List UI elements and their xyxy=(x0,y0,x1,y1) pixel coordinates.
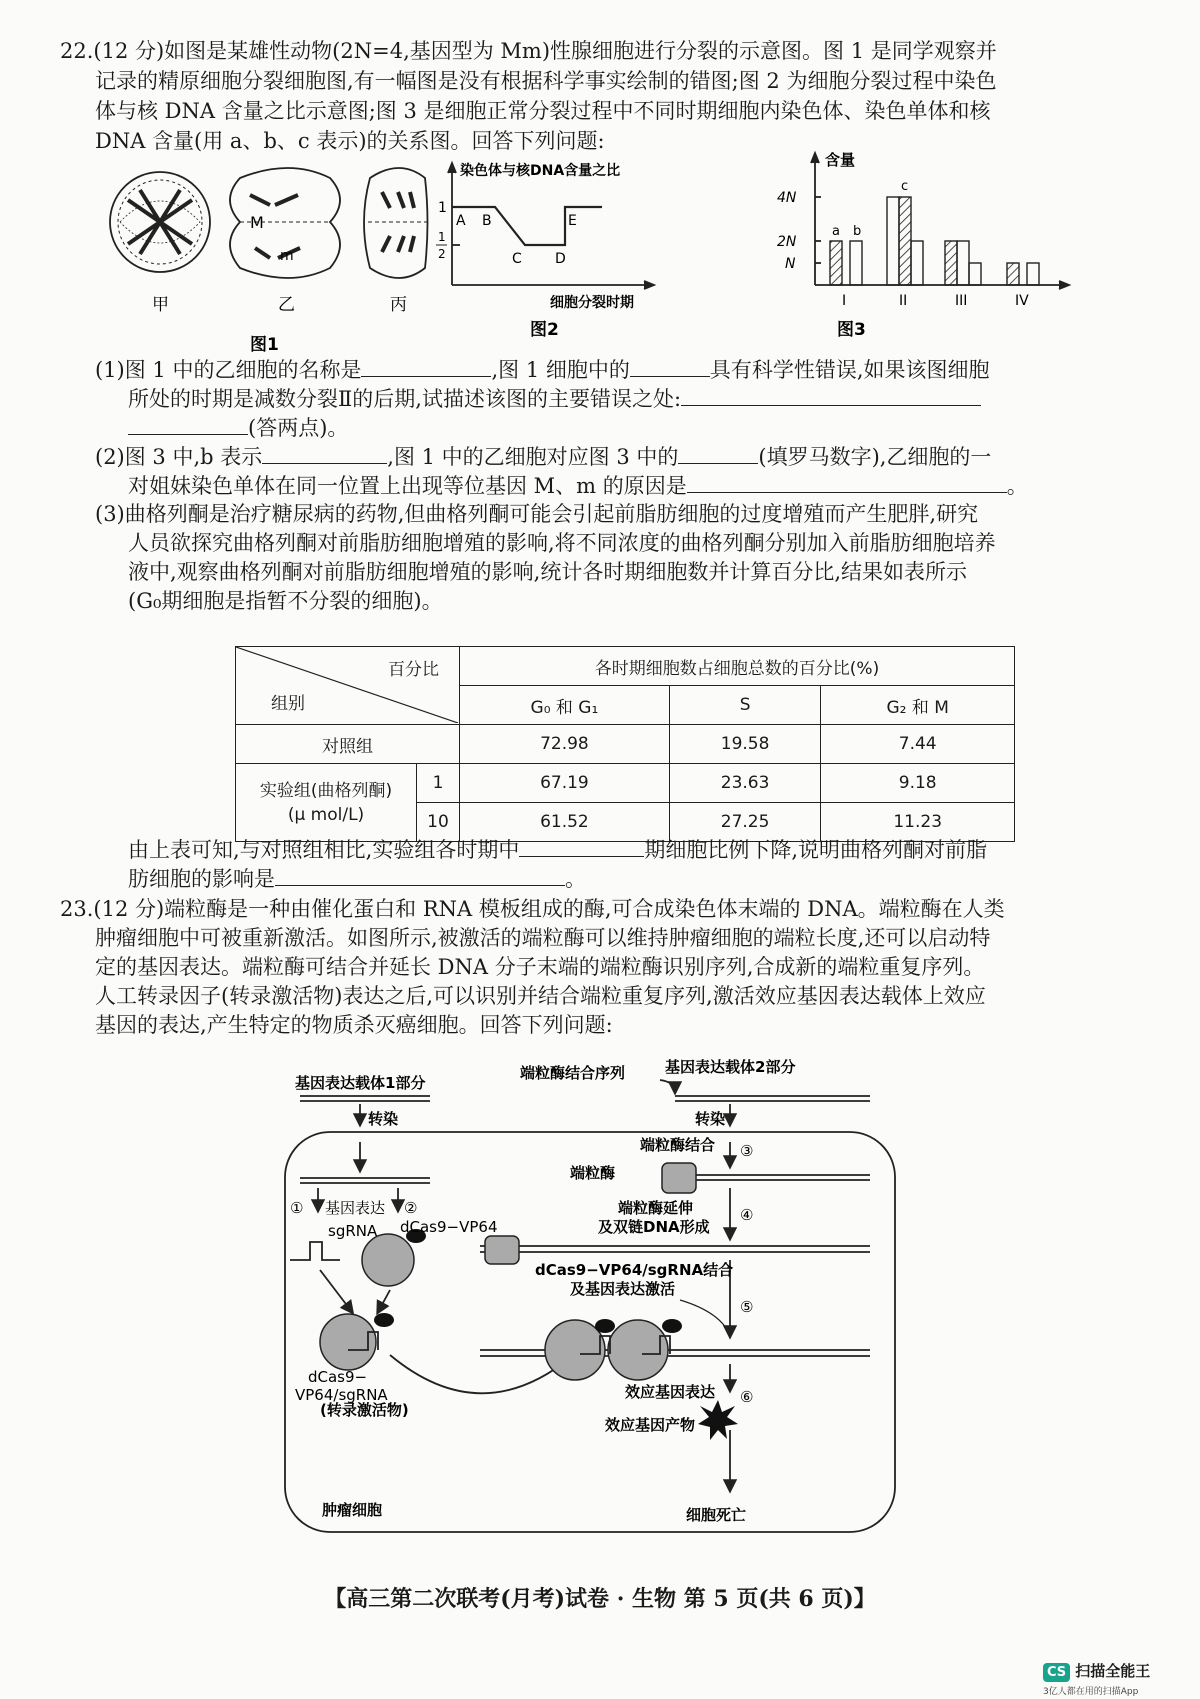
q23-intro-line-3: 定的基因表达。端粒酶可结合并延长 DNA 分子末端的端粒酶识别序列,合成新的端粒重复序列。 xyxy=(95,955,985,979)
q22-sub1-line-3: (答两点)。 xyxy=(128,414,348,442)
svg-text:N: N xyxy=(785,256,796,272)
table-row: 对照组 72.98 19.58 7.44 xyxy=(236,725,1015,764)
label-extend-2: 及双链DNA形成 xyxy=(598,1218,710,1236)
q22-conclusion-line-1: 由上表可知,与对照组相比,实验组各时期中 期细胞比例下降,说明曲格列酮对前脂 xyxy=(128,838,988,862)
svg-text:b: b xyxy=(853,224,862,239)
label-complex-2: VP64/sgRNA xyxy=(295,1386,388,1404)
q22-intro-line-2: 记录的精原细胞分裂细胞图,有一幅图是没有根据科学事实绘制的错图;图 2 为细胞分裂过程中染色 xyxy=(95,69,997,93)
label-telomerase-bind: 端粒酶结合 xyxy=(640,1136,716,1154)
q22-sub2-line-1: (2)图 3 中,b 表示 ,图 1 中的乙细胞对应图 3 中的 (填罗马数字),乙细胞的一 xyxy=(95,445,992,469)
figure-2-ylabel: 染色体与核DNA含量之比 xyxy=(460,163,621,179)
q22-sub3-line-4: (G₀期细胞是指暂不分裂的细胞)。 xyxy=(128,589,443,613)
q22-sub1-line-1: (1)图 1 中的乙细胞的名称是 ,图 1 细胞中的 具有科学性错误,如果该图细胞 xyxy=(95,358,990,382)
step-6: ⑥ xyxy=(740,1388,754,1406)
table-row: 10 61.52 27.25 11.23 xyxy=(236,803,1015,842)
svg-text:IV: IV xyxy=(1015,293,1029,309)
label-gene-expr: 基因表达 xyxy=(325,1199,386,1217)
q22-sub3-line-1: (3)曲格列酮是治疗糖尿病的药物,但曲格列酮可能会引起前脂肪细胞的过度增殖而产生肥胖,研究 xyxy=(95,502,979,526)
label-effect-expr: 效应基因表达 xyxy=(625,1383,716,1401)
svg-text:III: III xyxy=(955,293,968,309)
svg-text:4N: 4N xyxy=(777,190,797,206)
figure-1-cells xyxy=(100,160,430,360)
cs-logo-icon: CS xyxy=(1043,1663,1070,1682)
answer-blank-6[interactable] xyxy=(678,443,758,464)
step-4: ④ xyxy=(740,1206,754,1224)
figure-2-ytick-half-den: 2 xyxy=(438,247,446,261)
gene-label-M: M xyxy=(250,213,264,232)
answer-blank-7[interactable] xyxy=(687,472,1007,493)
svg-text:c: c xyxy=(901,179,909,194)
svg-text:II: II xyxy=(899,293,908,309)
step-1: ① xyxy=(290,1199,304,1217)
label-extend-1: 端粒酶延伸 xyxy=(618,1199,694,1217)
point-E: E xyxy=(568,213,577,229)
answer-blank-1[interactable] xyxy=(361,356,491,377)
q22-sub1-line-2: 所处的时期是减数分裂Ⅱ的后期,试描述该图的主要错误之处: xyxy=(128,385,981,413)
q22-intro-line-3: 体与核 DNA 含量之比示意图;图 3 是细胞正常分裂过程中不同时期细胞内染色体、染色单体和核 xyxy=(95,99,991,123)
telomerase-diagram xyxy=(280,1050,910,1545)
point-A: A xyxy=(456,213,466,229)
answer-blank-2[interactable] xyxy=(630,356,710,377)
label-transfect-2: 转染 xyxy=(695,1110,726,1128)
figure-2-chart xyxy=(430,155,680,365)
cell-label-jia: 甲 xyxy=(152,295,169,315)
label-binding-seq: 端粒酶结合序列 xyxy=(520,1064,626,1082)
table-col-header: G₂ 和 M xyxy=(821,686,1015,725)
label-effect-prod: 效应基因产物 xyxy=(605,1416,696,1434)
figure-3-caption: 图3 xyxy=(837,320,866,340)
label-transfect-1: 转染 xyxy=(368,1110,399,1128)
step-2: ② xyxy=(404,1199,418,1217)
q23-intro-line-5: 基因的表达,产生特定的物质杀灭癌细胞。回答下列问题: xyxy=(95,1013,613,1037)
answer-blank-8[interactable] xyxy=(519,836,644,857)
label-combine-1: dCas9−VP64/sgRNA结合 xyxy=(535,1261,734,1279)
label-telomerase: 端粒酶 xyxy=(570,1164,616,1182)
svg-text:a: a xyxy=(832,224,840,239)
label-vector-2: 基因表达载体2部分 xyxy=(665,1058,796,1076)
answer-blank-3[interactable] xyxy=(681,385,981,406)
point-B: B xyxy=(482,213,492,229)
point-D: D xyxy=(555,251,566,267)
q22-conclusion-line-2: 肪细胞的影响是 。 xyxy=(128,867,586,891)
cell-label-bing: 丙 xyxy=(390,295,407,315)
figure-3-ylabel: 含量 xyxy=(825,151,856,169)
label-tumor-cell: 肿瘤细胞 xyxy=(322,1501,383,1519)
figure-1-caption: 图1 xyxy=(250,335,279,355)
label-complex-1: dCas9− xyxy=(308,1368,368,1386)
figure-2-xlabel: 细胞分裂时期 xyxy=(550,295,634,311)
step-3: ③ xyxy=(740,1142,754,1160)
q23-intro-line-4: 人工转录因子(转录激活物)表达之后,可以识别并结合端粒重复序列,激活效应基因表达载体上效应 xyxy=(95,984,986,1008)
scanner-watermark: CS 扫描全能王 3亿人都在用的扫描App xyxy=(1043,1662,1151,1697)
svg-text:2N: 2N xyxy=(777,234,797,250)
figure-2-ytick-half-num: 1 xyxy=(438,230,446,244)
label-vector-1: 基因表达载体1部分 xyxy=(295,1074,426,1092)
table-col-header: S xyxy=(669,686,821,725)
svg-text:I: I xyxy=(842,293,847,309)
label-combine-2: 及基因表达激活 xyxy=(570,1280,676,1298)
q22-intro-line-4: DNA 含量(用 a、b、c 表示)的关系图。回答下列问题: xyxy=(95,129,605,153)
answer-blank-4[interactable] xyxy=(128,414,248,435)
step-5: ⑤ xyxy=(740,1298,754,1316)
cell-label-yi: 乙 xyxy=(278,295,295,315)
q22-sub2-line-2: 对姐妹染色单体在同一位置上出现等位基因 M、m 的原因是 。 xyxy=(128,474,1028,498)
figure-2-ytick-1: 1 xyxy=(438,200,447,216)
q22-sub3-line-3: 液中,观察曲格列酮对前脂肪细胞增殖的影响,统计各时期细胞数并计算百分比,结果如表所示 xyxy=(128,560,968,584)
page-footer: 【高三第二次联考(月考)试卷 · 生物 第 5 页(共 6 页)】 xyxy=(324,1586,876,1612)
figure-3-chart xyxy=(775,145,1075,360)
point-C: C xyxy=(512,251,522,267)
answer-blank-5[interactable] xyxy=(262,443,387,464)
answer-blank-9[interactable] xyxy=(275,865,565,886)
table-span-header: 各时期细胞数占细胞总数的百分比(%) xyxy=(460,647,1015,686)
q22-intro-line-1: 22.(12 分)如图是某雄性动物(2N=4,基因型为 Mm)性腺细胞进行分裂的示意图。图 1 是同学观察并 xyxy=(60,39,997,63)
q23-intro-line-2: 肿瘤细胞中可被重新激活。如图所示,被激活的端粒酶可以维持肿瘤细胞的端粒长度,还可以启动特 xyxy=(95,926,991,950)
figure-2-caption: 图2 xyxy=(530,320,559,340)
table-row: 实验组(曲格列酮) (μ mol/L) 1 67.19 23.63 9.18 xyxy=(236,764,1015,803)
label-cell-death: 细胞死亡 xyxy=(686,1506,747,1524)
table-corner: 百分比 组别 xyxy=(236,647,460,725)
gene-label-m: m xyxy=(280,248,294,264)
label-activator: (转录激活物) xyxy=(320,1401,409,1419)
results-table xyxy=(235,646,1015,842)
q23-intro-line-1: 23.(12 分)端粒酶是一种由催化蛋白和 RNA 模板组成的酶,可合成染色体末端的 DNA。端粒酶在人类 xyxy=(60,897,1005,921)
q22-sub3-line-2: 人员欲探究曲格列酮对前脂肪细胞增殖的影响,将不同浓度的曲格列酮分别加入前脂肪细胞培养 xyxy=(128,531,996,555)
label-sgrna: sgRNA xyxy=(328,1222,378,1240)
label-dcas9: dCas9−VP64 xyxy=(400,1218,498,1236)
table-col-header: G₀ 和 G₁ xyxy=(460,686,670,725)
